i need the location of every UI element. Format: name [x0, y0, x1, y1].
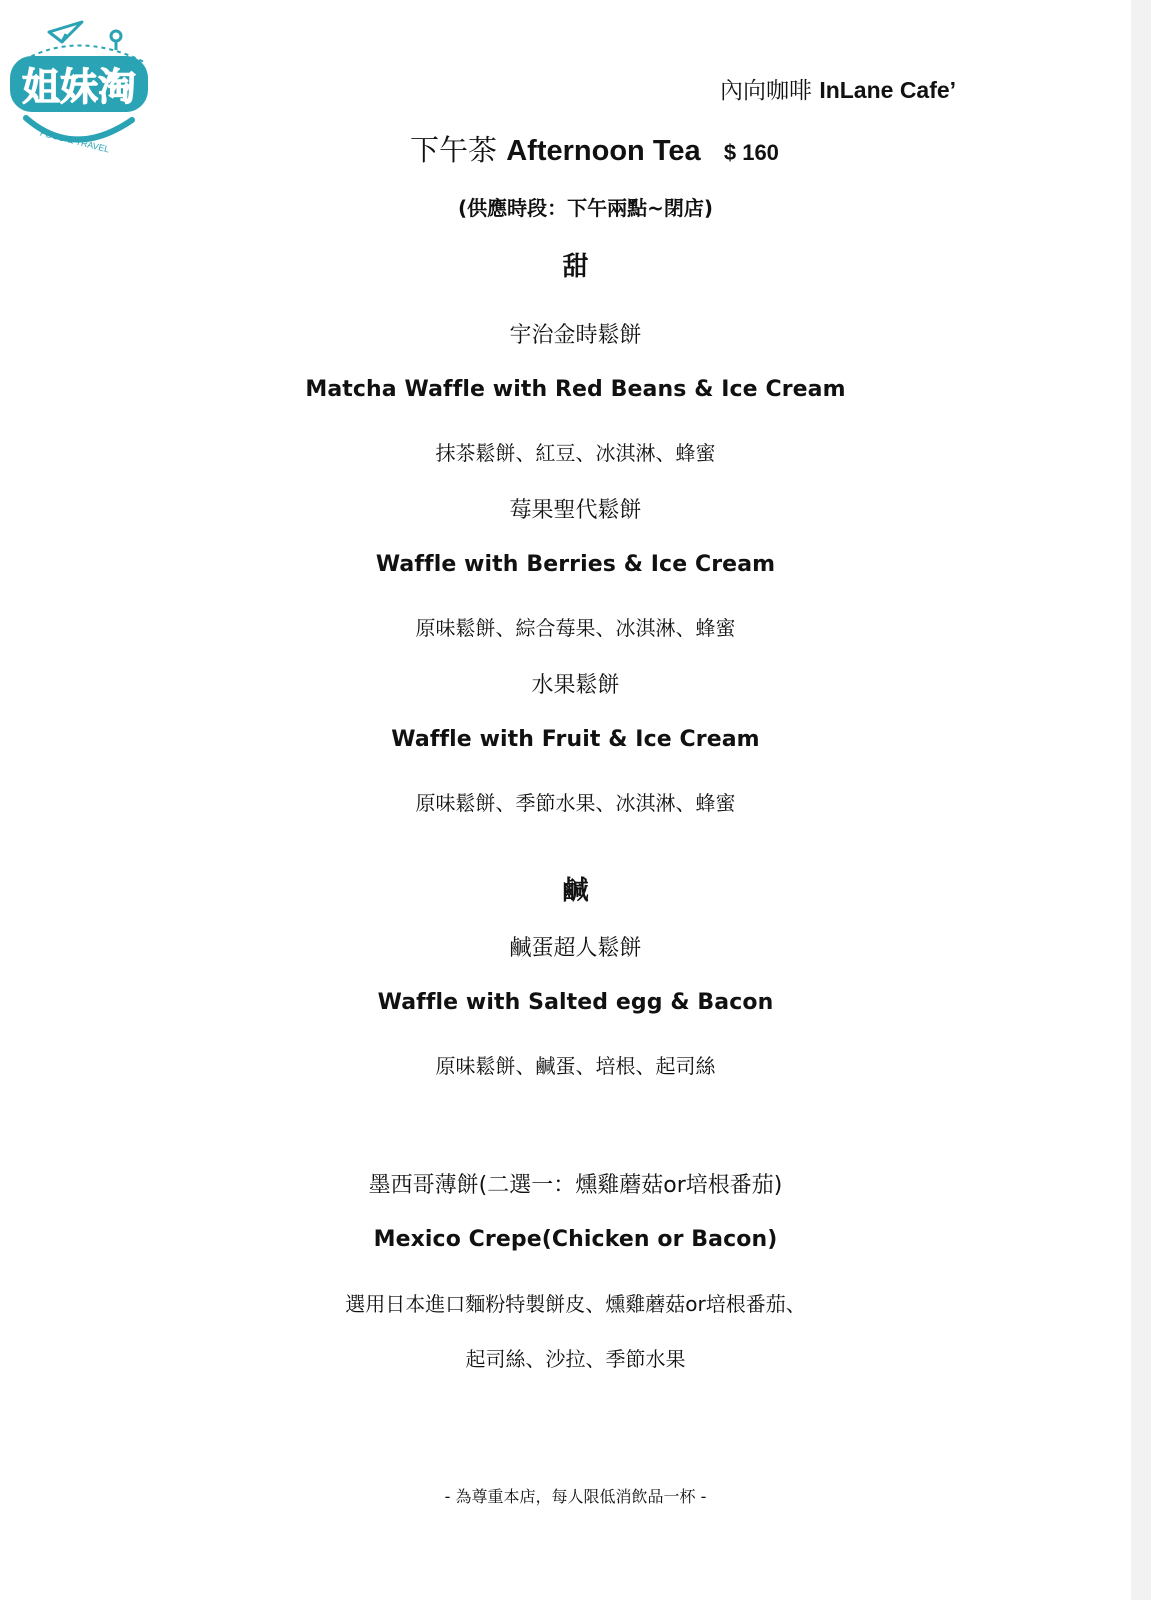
logo-subtext: FOOD & TRAVEL — [38, 127, 111, 155]
item-name-en: Waffle with Salted egg & Bacon — [377, 990, 774, 1015]
menu-title-zh: 下午茶 — [410, 133, 498, 167]
item-name-en: Mexico Crepe(Chicken or Bacon) — [373, 1227, 778, 1252]
item-description-line2: 起司絲、沙拉、季節水果 — [465, 1347, 686, 1371]
section-sweet: 甜 — [562, 252, 589, 282]
menu-price: $ 160 — [723, 140, 779, 165]
item-description: 原味鬆餅、季節水果、冰淇淋、蜂蜜 — [415, 791, 736, 815]
logo-text: 姐妹淘 — [21, 65, 137, 109]
cafe-name-en: InLane Cafe’ — [819, 77, 957, 103]
menu-title-en: Afternoon Tea — [506, 135, 701, 167]
pin-icon — [111, 31, 121, 50]
item-name-en: Matcha Waffle with Red Beans & Ice Cream — [305, 377, 846, 402]
cafe-name — [720, 72, 956, 105]
item-description-line1: 選用日本進口麵粉特製餅皮、燻雞蘑菇or培根番茄、 — [345, 1292, 806, 1316]
item-name-en: Waffle with Berries & Ice Cream — [375, 552, 776, 577]
paper-plane-icon — [49, 22, 82, 42]
brand-logo — [4, 10, 154, 155]
minimum-order-note: - 為尊重本店，每人限低消飲品一杯 - — [444, 1487, 707, 1506]
item-name-zh: 宇治金時鬆餅 — [509, 323, 642, 348]
cafe-name-zh: 內向咖啡 — [720, 78, 812, 104]
item-name-zh: 莓果聖代鬆餅 — [509, 498, 642, 523]
menu-title — [410, 128, 779, 169]
item-name-zh: 鹹蛋超人鬆餅 — [509, 936, 642, 961]
item-description: 原味鬆餅、鹹蛋、培根、起司絲 — [435, 1054, 716, 1078]
serving-hours: (供應時段：下午兩點~閉店) — [457, 196, 714, 220]
item-name-zh: 水果鬆餅 — [531, 673, 620, 698]
section-savory: 鹹 — [562, 876, 589, 906]
item-name-en: Waffle with Fruit & Ice Cream — [391, 727, 760, 752]
item-name-zh: 墨西哥薄餅(二選一：燻雞蘑菇or培根番茄) — [368, 1173, 783, 1198]
item-description: 原味鬆餅、綜合莓果、冰淇淋、蜂蜜 — [415, 616, 736, 640]
item-description: 抹茶鬆餅、紅豆、冰淇淋、蜂蜜 — [435, 441, 716, 465]
